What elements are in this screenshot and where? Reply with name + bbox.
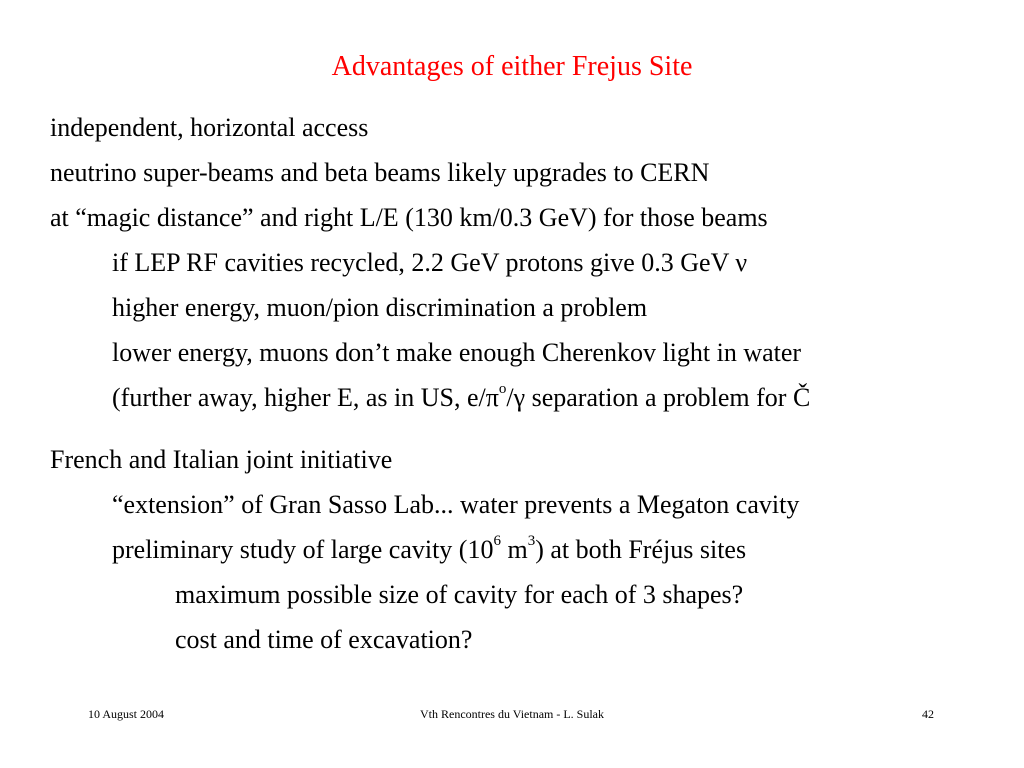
exponent-three: 3 [527, 533, 536, 550]
study-text-part2: m [500, 535, 528, 564]
footer-conference: Vth Rencontres du Vietnam - L. Sulak [419, 707, 605, 721]
footer-page-number: 42 [922, 707, 934, 721]
pion-superscript: o [498, 381, 507, 398]
bullet-independent-access: independent, horizontal access [50, 113, 369, 142]
study-text-part3: ) at both Fréjus sites [535, 535, 747, 564]
subsub-bullet-excavation-cost: cost and time of excavation? [175, 625, 473, 654]
study-text-part1: preliminary study of large cavity (10 [112, 535, 494, 564]
bullet-super-beams: neutrino super-beams and beta beams likely upgrades to CERN [50, 158, 710, 187]
sub-bullet-gran-sasso-extension: “extension” of Gran Sasso Lab... water prevents a Megaton cavity [112, 490, 800, 519]
sub-bullet-lower-energy: lower energy, muons don’t make enough Cherenkov light in water [112, 338, 802, 367]
footer-date: 10 August 2004 [88, 707, 165, 721]
separation-text-before: (further away, higher E, as in US, e/π [112, 383, 499, 412]
slide-title: Advantages of either Frejus Site [331, 51, 693, 82]
subsub-bullet-cavity-size: maximum possible size of cavity for each of 3 shapes? [175, 580, 744, 609]
heading-joint-initiative: French and Italian joint initiative [50, 445, 393, 474]
sub-bullet-lep-rf-cavities: if LEP RF cavities recycled, 2.2 GeV protons give 0.3 GeV ν [112, 248, 748, 277]
sub-bullet-separation-problem [112, 382, 810, 414]
separation-text-after: /γ separation a problem for Č [506, 383, 811, 412]
exponent-six: 6 [493, 533, 501, 550]
sub-bullet-preliminary-study [112, 534, 746, 566]
bullet-magic-distance: at “magic distance” and right L/E (130 km/0.3 GeV) for those beams [50, 203, 768, 232]
sub-bullet-higher-energy: higher energy, muon/pion discrimination a problem [112, 293, 648, 322]
